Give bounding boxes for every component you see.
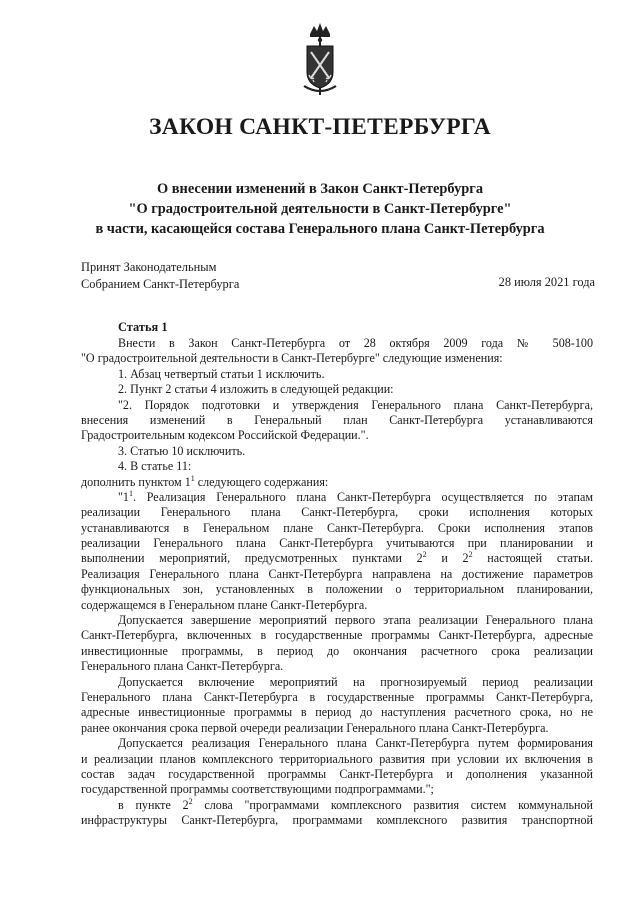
body-line: Градостроительным кодексом Российской Федерации.".	[81, 428, 369, 443]
body-line: Внести в Закон Санкт-Петербурга от 28 октября 2009 года № 508-100	[118, 336, 593, 350]
superscript: 2	[188, 797, 193, 806]
superscript: 1	[128, 489, 133, 498]
body-text: . Реализация Генерального плана Санкт-Петербурга осуществляется по этапам	[132, 489, 593, 504]
subject-line: О внесении изменений в Закон Санкт-Петербурга	[156, 181, 484, 197]
body-text: выполнении мероприятий, предусмотренных пунктами 2	[81, 551, 423, 566]
body-line: Реализация Генерального плана Санкт-Петербурга направлена на достижение параметров	[81, 566, 593, 581]
body-line: устанавливаются в Генеральном плане Санкт-Петербурга. Сроки исполнения этапов	[81, 520, 593, 535]
body-text: следующего содержания:	[197, 474, 329, 489]
body-text: "1	[118, 489, 129, 504]
body-line: 2. Пункт 2 статьи 4 изложить в следующей редакции:	[118, 382, 394, 397]
body-line: ранее окончания срока первой очереди реализации Генерального плана Санкт-Петербурга.	[81, 720, 549, 735]
body-line: Санкт-Петербурга, включенных в государственные программы Санкт-Петербурга, адресные	[81, 628, 593, 643]
body-line	[81, 490, 593, 505]
body-line: внесения изменений в Генеральный план Санкт-Петербурга устанавливаются	[81, 412, 593, 427]
body-line	[81, 798, 593, 813]
body-text: и 2	[426, 551, 469, 566]
superscript: 2	[468, 551, 473, 560]
body-line: реализации Генерального плана Санкт-Петербурга учитываются при планировании и	[81, 536, 593, 551]
superscript: 2	[422, 551, 427, 560]
body-line: Генерального плана Санкт-Петербурга.	[81, 659, 284, 674]
body-line: Допускается реализация Генерального плана Санкт-Петербурга путем формирования	[118, 736, 593, 751]
body-line: и реализации планов комплексного территориального развития при условии их включения в	[81, 751, 593, 766]
law-title: ЗАКОН САНКТ-ПЕТЕРБУРГА	[149, 114, 491, 140]
body-line: инфраструктуры Санкт-Петербурга, программами комплексного развития транспортной	[81, 813, 593, 828]
body-text: слова "программами комплексного развития систем коммунальной	[192, 797, 593, 812]
article-heading: Статья 1	[118, 320, 168, 334]
adoption-line: Принят Законодательным	[81, 260, 217, 274]
body-line	[81, 475, 593, 490]
body-line: Генерального плана Санкт-Петербурга в государственные программы Санкт-Петербурга,	[81, 689, 593, 704]
body-line: функциональных зон, установленных в положении о территориальном планировании,	[81, 582, 593, 597]
body-line: Допускается завершение мероприятий первого этапа реализации Генерального плана	[118, 613, 593, 628]
body-line: состав задач государственной программы Санкт-Петербурга и дополнения указанной	[81, 766, 593, 781]
body-line: адресные инвестиционные программы в период до наступления расчетного срока, но не	[81, 705, 593, 720]
subject-line: "О градостроительной деятельности в Санкт-Петербурге"	[128, 201, 512, 217]
subject-line: в части, касающейся состава Генерального плана Санкт-Петербурга	[95, 221, 545, 237]
body-text: дополнить пунктом 1	[81, 474, 191, 489]
superscript: 1	[190, 473, 195, 483]
adoption-line: Собранием Санкт-Петербурга	[81, 276, 240, 291]
body-line: 3. Статью 10 исключить.	[118, 443, 246, 458]
body-line: 1. Абзац четвертый статьи 1 исключить.	[118, 366, 325, 381]
body-line: "2. Порядок подготовки и утверждения Генерального плана Санкт-Петербурга,	[118, 397, 593, 412]
body-line: инвестиционные программы, в период до окончания расчетного срока реализации	[81, 643, 593, 658]
body-line: 4. В статье 11:	[118, 459, 192, 474]
body-text: в пункте 2	[118, 797, 189, 812]
body-text: настоящей статьи.	[472, 551, 593, 566]
saint-petersburg-coat-of-arms-icon	[298, 20, 342, 98]
body-line	[81, 551, 593, 566]
body-line: Допускается включение мероприятий на прогнозируемый период реализации	[118, 674, 593, 689]
body-line: содержащемся в Генеральном плане Санкт-Петербурга.	[81, 597, 368, 612]
adoption-date: 28 июля 2021 года	[498, 275, 595, 289]
article-body	[81, 336, 593, 829]
law-subject	[0, 179, 640, 239]
adoption-statement	[81, 259, 239, 292]
body-line: реализации Генерального плана Санкт-Петербурга, сроки исполнения которых	[81, 505, 593, 520]
body-line: "О градостроительной деятельности в Санкт-Петербурге" следующие изменения:	[81, 351, 503, 366]
body-line: государственной программы соответствующими подпрограммами.";	[81, 782, 434, 797]
